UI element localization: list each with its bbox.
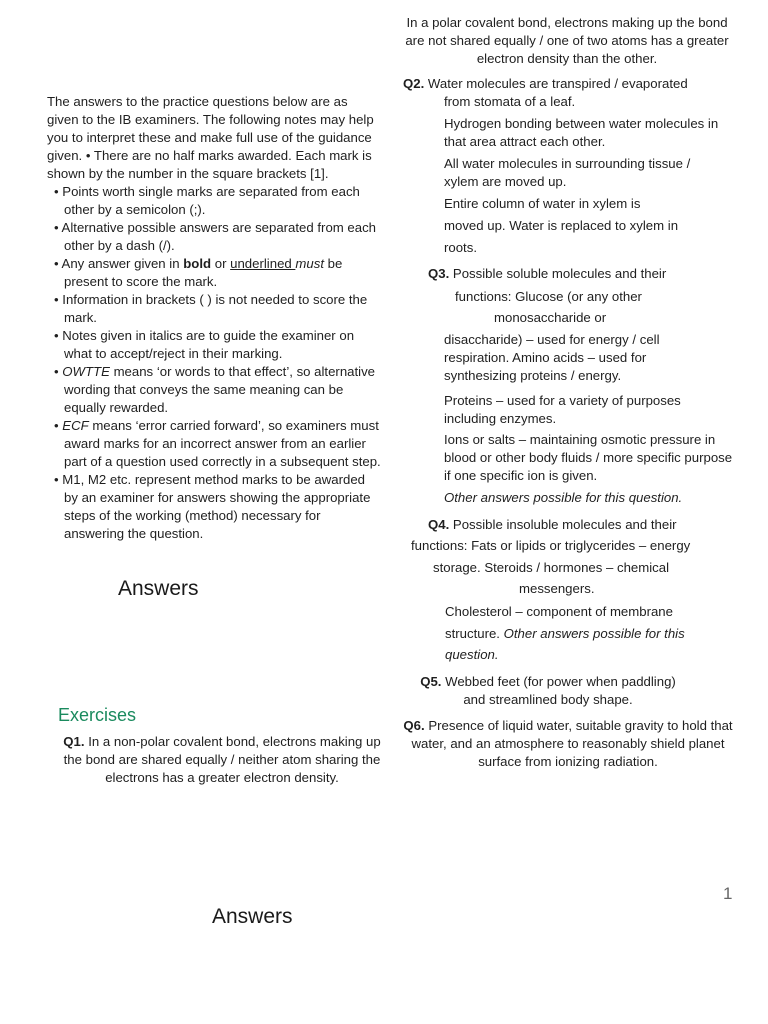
q1-continuation: In a polar covalent bond, electrons making up the bond are not shared equally / one of two atoms has a greater electron density than the other. [405, 15, 729, 66]
bullet-text: • [54, 364, 63, 379]
underlined-word: underlined [230, 256, 296, 271]
q3-line-4: disaccharide) – used for energy / cell respiration. Amino acids – used for synthesizing proteins / energy. [444, 332, 660, 383]
exercises-heading: Exercises [58, 705, 137, 725]
q3-note-text: Other answers possible for this question. [444, 490, 683, 505]
q2-text: Water molecules are transpired / evaporated [424, 76, 688, 91]
q3-line-1 [428, 265, 666, 283]
q4-text: Possible insoluble molecules and their [449, 517, 677, 532]
q2-point: Hydrogen bonding between water molecules in that area attract each other. [444, 116, 719, 149]
q6-number: Q6. [403, 718, 425, 733]
must-word: must [295, 256, 324, 271]
note-bullet: • Notes given in italics are to guide the examiner on what to accept/reject in their marking. [54, 328, 355, 361]
q3-point: Proteins – used for a variety of purposes including enzymes. [444, 393, 681, 426]
bullet-text: means ‘or words to that effect’, so alternative wording that conveys the same meaning can be equally rewarded. [64, 364, 376, 415]
q3-line-3: monosaccharide or [494, 310, 607, 325]
bullet-text: be present to score the mark. [64, 256, 343, 289]
q2-number: Q2. [403, 76, 425, 91]
q3-line-2: functions: Glucose (or any other [455, 289, 642, 304]
q3-note [444, 489, 682, 507]
bullet-text: • Any answer given in [54, 256, 184, 271]
note-bullet [47, 417, 382, 471]
q4-note-text: Other answers possible for this [503, 626, 685, 641]
owtte-term: OWTTE [62, 364, 110, 379]
q3-number: Q3. [428, 266, 450, 281]
q2-point: All water molecules in surrounding tissue / xylem are moved up. [444, 156, 691, 189]
q2-point-line: moved up. Water is replaced to xylem in [444, 218, 679, 233]
q2-line-1 [403, 75, 688, 93]
note-bullet: • Information in brackets ( ) is not needed to score the mark. [54, 292, 368, 325]
bullet-text: means ‘error carried forward’, so examiners must award marks for an incorrect answer from an earlier part of a question used correctly in a subsequent step. [64, 418, 381, 469]
intro-paragraph: The answers to the practice questions below are as given to the IB examiners. The following notes may help you to interpret these and make full use of the guidance given. • There are no half marks awarded. Each mark is shown by the number in the square brackets [1]. [47, 94, 374, 181]
q2-line-2: from stomata of a leaf. [444, 94, 576, 109]
q1-answer [56, 733, 388, 787]
answers-footer-heading: Answers [212, 905, 293, 928]
q4-note-end-text: question. [445, 647, 499, 662]
q5-number: Q5. [420, 674, 442, 689]
q6-answer [402, 717, 734, 771]
note-bullet: • Alternative possible answers are separated from each other by a dash (/). [54, 220, 377, 253]
notes-block [47, 93, 382, 543]
note-bullet [47, 363, 382, 417]
q4-line-3: storage. Steroids / hormones – chemical [433, 560, 670, 575]
q4-point-line [445, 625, 685, 643]
bold-word: bold [183, 256, 212, 271]
q6-text: Presence of liquid water, suitable gravity to hold that water, and an atmosphere to reasonably shield planet surface from ionizing radiation. [411, 718, 733, 769]
q5-answer [408, 673, 688, 709]
answers-heading: Answers [118, 577, 199, 600]
q3-text: Possible soluble molecules and their [449, 266, 667, 281]
ecf-term: ECF [62, 418, 89, 433]
q5-text: Webbed feet (for power when paddling) and streamlined body shape. [441, 674, 676, 707]
q4-number: Q4. [428, 517, 450, 532]
bullet-text: or [211, 256, 231, 271]
q4-line-2: functions: Fats or lipids or triglycerides – energy [411, 538, 691, 553]
q2-point-line: Entire column of water in xylem is [444, 196, 641, 211]
q4-line-1 [428, 516, 677, 534]
note-bullet [47, 255, 382, 291]
q4-structure-text: structure. [445, 626, 504, 641]
q1-text: In a non-polar covalent bond, electrons making up the bond are shared equally / neither atom sharing the electrons has a greater electron density. [63, 734, 381, 785]
q4-point-line: Cholesterol – component of membrane [445, 604, 673, 619]
q1-number: Q1. [63, 734, 85, 749]
note-bullet: • M1, M2 etc. represent method marks to be awarded by an examiner for answers showing the appropriate steps of the working (method) necessary for answering the question. [54, 472, 371, 541]
q3-point: Ions or salts – maintaining osmotic pressure in blood or other body fluids / more specific purpose if one specific ion is given. [444, 432, 733, 483]
bullet-text: • [54, 418, 63, 433]
q2-point-line: roots. [444, 240, 477, 255]
note-bullet: • Points worth single marks are separated from each other by a semicolon (;). [54, 184, 360, 217]
q4-note-end [445, 646, 499, 664]
q4-line-4: messengers. [519, 581, 595, 596]
page-number: 1 [723, 884, 733, 903]
